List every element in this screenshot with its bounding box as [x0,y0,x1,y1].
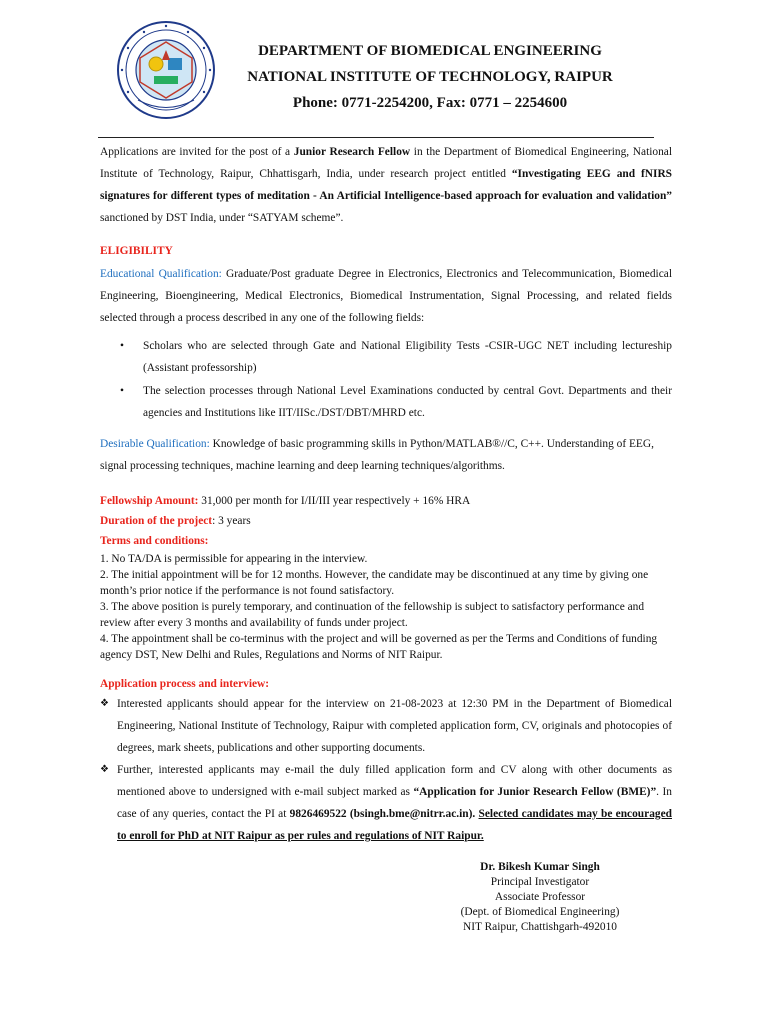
signatory-designation: Associate Professor [494,891,586,903]
desirable-qualification-label: Desirable Qualification: [100,438,210,450]
signatory-role: Principal Investigator [490,876,590,888]
contact-info: 9826469522 (bsingh.bme@nitrr.ac.in). [289,808,476,820]
application-list [100,693,672,847]
contact-line: Phone: 0771-2254200, Fax: 0771 – 2254600 [292,95,568,111]
institute-name: NATIONAL INSTITUTE OF TECHNOLOGY, RAIPUR [247,69,613,85]
project-title: “Investigating EEG and fNIRS signatures for different types of meditation - An Artificial Intelligence-based approach for evaluation and validation” [100,168,673,202]
fellowship-value: 31,000 per month for I/II/III year respectively + 16% HRA [198,495,471,507]
educational-qualification-text: Graduate/Post graduate Degree in Electronics, Electronics and Telecommunication, Biomedical Engineering, Bioengineering, Medical Electronics, Biomedical Instrumentation, Signal Processing, and related fields selected through a process described in any one of the following fields: [100,268,672,324]
educational-qualification-label: Educational Qualification: [100,268,222,280]
header-divider [98,137,654,138]
desirable-qualification-text: Knowledge of basic programming skills in Python/MATLAB®//C, C++. Understanding of EEG, signal processing techniques, machine learning and deep learning techniques/algorithms. [100,438,654,472]
signature-block [440,860,640,935]
eligibility-bullets [100,335,672,424]
department-name: DEPARTMENT OF BIOMEDICAL ENGINEERING [258,43,602,59]
list-item: • Scholars who are selected through Gate and National Eligibility Tests -CSIR-UGC NET including lectureship (Assistant professorship) [143,335,672,379]
term-item: 4. The appointment shall be co-terminus with the project and will be governed as per the Terms and Conditions of funding agency DST, New Delhi and Rules, Regulations and Norms of NIT Raipur. [100,633,658,661]
signatory-address: NIT Raipur, Chattishgarh-492010 [462,921,618,933]
desirable-qualification [100,433,672,477]
application-text: . In case of any queries, contact the PI at [117,786,672,820]
educational-qualification [100,263,672,329]
term-item: 1. No TA/DA is permissible for appearing in the interview. [100,553,368,565]
duration-label: Duration of the project [100,515,213,527]
duration-value: : 3 years [212,515,251,527]
phd-note: Selected candidates may be encouraged to enroll for PhD at NIT Raipur as per rules and regulations of NIT Raipur. [117,808,672,842]
terms-heading: Terms and conditions: [100,535,209,547]
list-item: • The selection processes through National Level Examinations conducted by central Govt. Departments and their agencies and Institutions like IIT/IISc./DST/DBT/MHRD etc. [143,380,672,424]
project-duration [100,511,672,531]
application-text: Further, interested applicants may e-mail the duly filled application form and CV along with other documents as mentioned above to undersigned with e-mail subject marked as [117,764,672,798]
list-item: ❖ Interested applicants should appear for the interview on 21-08-2023 at 12:30 PM in the Department of Biomedical Engineering, National Institute of Technology, Raipur with completed application form, CV, originals and photocopies of degrees, mark sheets, publications and other supporting documents. [117,693,672,759]
letterhead [190,38,670,116]
signatory-name: Dr. Bikesh Kumar Singh [480,861,600,873]
signatory-department: (Dept. of Biomedical Engineering) [460,906,620,918]
fellowship-amount [100,491,672,511]
intro-text: sanctioned by DST India, under “SATYAM scheme”. [100,212,344,224]
intro-text: in the Department of Biomedical Engineering, National Institute of Technology, Raipur, Chhattisgarh, India, under research project entitled [100,146,673,180]
document-body [100,141,672,847]
intro-paragraph [100,141,672,229]
term-item: 3. The above position is purely temporary, and continuation of the fellowship is subject to satisfactory performance and review after every 3 months and availability of funds under project. [100,601,645,629]
terms-list [100,551,672,663]
post-title: Junior Research Fellow [293,146,411,158]
fellowship-label: Fellowship Amount: [100,495,199,507]
email-subject: “Application for Junior Research Fellow (BME)” [413,786,657,798]
application-heading: Application process and interview: [100,678,270,690]
term-item: 2. The initial appointment will be for 12 months. However, the candidate may be discontinued at any time by giving one month’s prior notice if the performance is not found satisfactory. [100,569,649,597]
list-item [117,759,672,847]
eligibility-heading: ELIGIBILITY [100,245,173,257]
intro-text: Applications are invited for the post of a [100,146,294,158]
